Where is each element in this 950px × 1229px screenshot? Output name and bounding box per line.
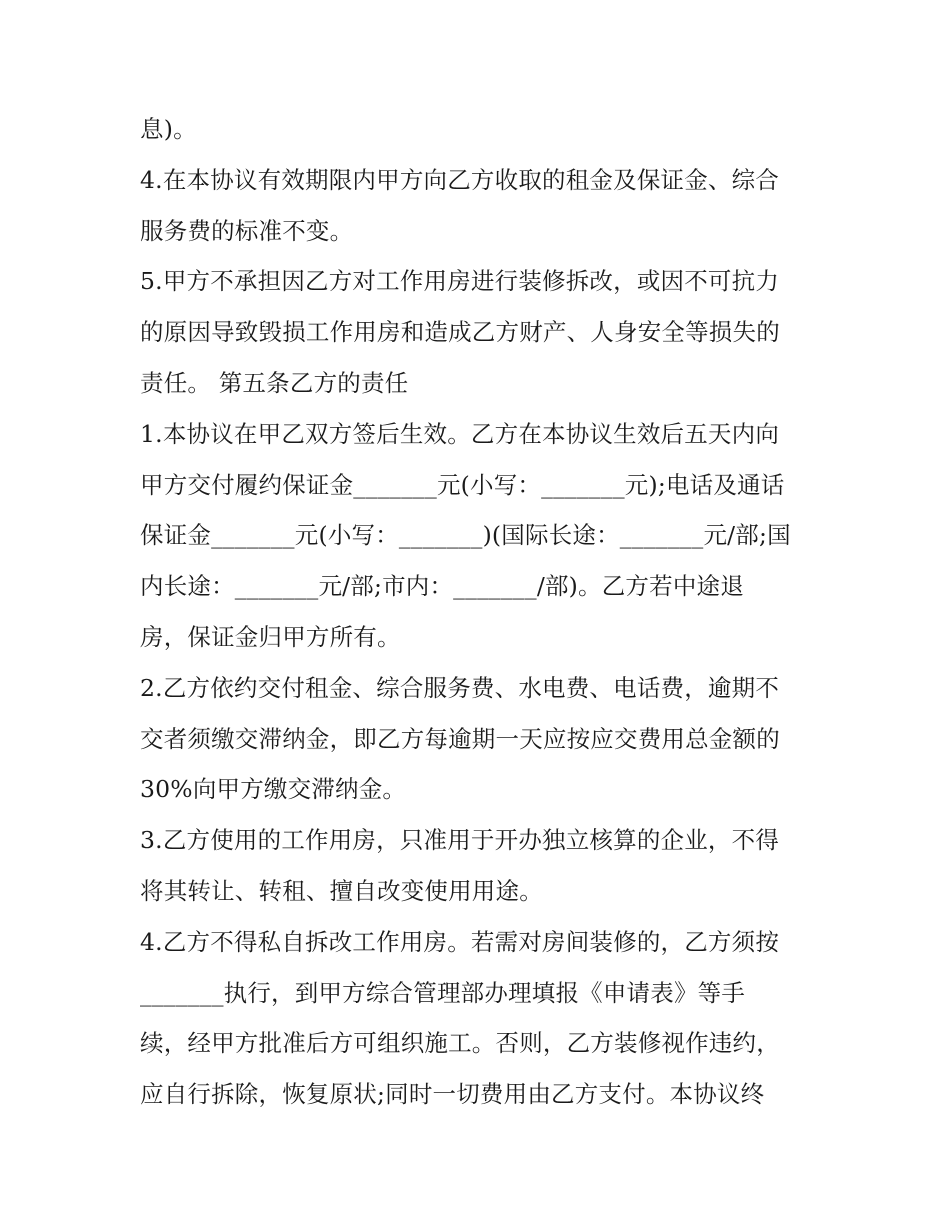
document-page	[140, 104, 820, 1120]
text-line-1: 息)。	[140, 115, 197, 143]
text-line-14: 30%向甲方缴交滞纳金。	[140, 775, 407, 804]
text-line-6: 责任。 第五条乙方的责任	[140, 368, 409, 397]
text-line-7: 1.本协议在甲乙双方签后生效。乙方在本协议生效后五天内向	[140, 419, 780, 448]
text-line-12: 2.乙方依约交付租金、综合服务费、水电费、电话费，逾期不	[140, 673, 780, 702]
text-line-8: 甲方交付履约保证金_______元(小写：_______元);电话及通话	[140, 470, 785, 499]
text-line-11: 房，保证金归甲方所有。	[140, 622, 401, 651]
text-line-20: 应自行拆除，恢复原状;同时一切费用由乙方支付。本协议终	[140, 1080, 765, 1109]
text-line-18: _______执行，到甲方综合管理部办理填报《申请表》等手	[140, 978, 746, 1007]
text-line-16: 将其转让、转租、擅自改变使用用途。	[140, 876, 543, 905]
text-line-19: 续，经甲方批准后方可组织施工。否则，乙方装修视作违约，	[140, 1029, 780, 1058]
text-line-10: 内长途：_______元/部;市内：_______/部)。乙方若中途退	[140, 572, 744, 601]
text-line-9: 保证金_______元(小写：_______)(国际长途：_______元/部;国	[140, 521, 791, 550]
text-line-15: 3.乙方使用的工作用房，只准用于开办独立核算的企业，不得	[140, 826, 780, 855]
text-line-4: 5.甲方不承担因乙方对工作用房进行装修拆改，或因不可抗力	[140, 267, 780, 296]
text-line-2: 4.在本协议有效期限内甲方向乙方收取的租金及保证金、综合	[140, 165, 780, 194]
text-line-17: 4.乙方不得私自拆改工作用房。若需对房间装修的，乙方须按	[140, 927, 780, 956]
text-line-13: 交者须缴交滞纳金，即乙方每逾期一天应按应交费用总金额的	[140, 724, 780, 753]
text-line-3: 服务费的标准不变。	[140, 216, 354, 245]
text-line-5: 的原因导致毁损工作用房和造成乙方财产、人身安全等损失的	[140, 318, 780, 347]
